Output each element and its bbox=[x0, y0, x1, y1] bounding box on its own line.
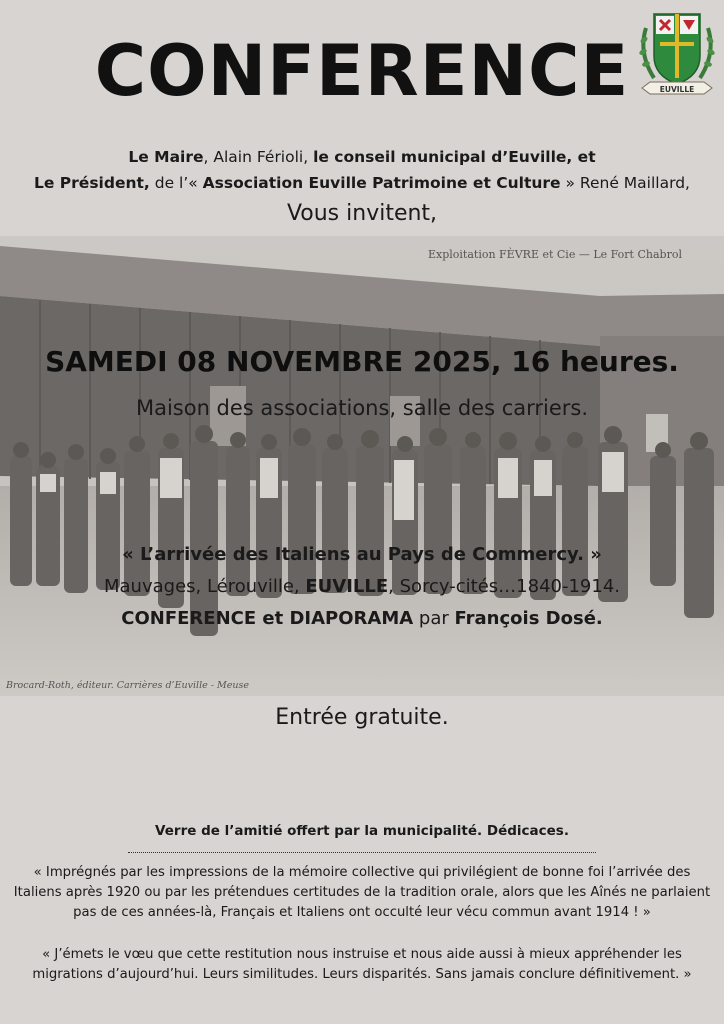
places-before: Mauvages, Lérouville, bbox=[104, 576, 306, 597]
talk-title: « L’arrivée des Italiens au Pays de Commercy. » bbox=[122, 544, 602, 565]
event-format: CONFERENCE et DIAPORAMA bbox=[121, 608, 414, 629]
conseil-municipal: le conseil municipal d’Euville, et bbox=[313, 148, 596, 166]
quote-memoire: « Imprégnés par les impressions de la mémoire collective qui privilégient de bonne foi l’arrivée des Italiens après 1920 ou par les prétendues certitudes de la tradition orale, alors que les Aînés ne parlaient pas de ces années-là, Français et Italiens ont occulté leur vécu commun avant 1914 ! » bbox=[13, 865, 711, 920]
photo-caption-top: Exploitation FÈVRE et Cie — Le Fort Chabrol bbox=[428, 248, 682, 261]
byline-par: par bbox=[413, 608, 455, 629]
association-name: Association Euville Patrimoine et Culture bbox=[202, 174, 561, 192]
places-euville: EUVILLE bbox=[305, 576, 389, 597]
invite-text: Vous invitent, bbox=[286, 201, 438, 226]
page-title: CONFERENCE bbox=[94, 30, 630, 112]
president-name: » René Maillard, bbox=[560, 174, 690, 192]
entry-free: Entrée gratuite. bbox=[275, 705, 449, 730]
photo-caption-bottom: Brocard-Roth, éditeur. Carrières d’Euville - Meuse bbox=[6, 680, 249, 691]
president-of: de l’« bbox=[149, 174, 203, 192]
speaker-name: François Dosé. bbox=[454, 608, 603, 629]
places-line bbox=[0, 576, 724, 597]
verre-amitie: Verre de l’amitié offert par la municipalité. Dédicaces. bbox=[155, 823, 569, 839]
maire-name: , Alain Férioli, bbox=[203, 148, 314, 166]
quote-voeu: « J’émets le vœu que cette restitution nous instruise et nous aide aussi à mieux appréhender les migrations d’aujourd’hui. Leurs similitudes. Leurs disparités. Sans jamais conclure définitivement. » bbox=[32, 947, 692, 982]
invitation-line-2 bbox=[0, 174, 724, 192]
maire-title: Le Maire bbox=[128, 148, 204, 166]
president-title: Le Président, bbox=[34, 174, 150, 192]
dotted-divider bbox=[128, 852, 596, 853]
event-date: SAMEDI 08 NOVEMBRE 2025, 16 heures. bbox=[45, 345, 679, 378]
crest-ribbon-text: EUVILLE bbox=[659, 85, 695, 94]
euville-coat-of-arms-logo bbox=[636, 8, 718, 102]
byline bbox=[0, 608, 724, 629]
event-venue: Maison des associations, salle des carriers. bbox=[135, 396, 589, 420]
places-after: , Sorcy-cités…1840-1914. bbox=[388, 576, 620, 597]
invitation-line-1 bbox=[0, 148, 724, 166]
